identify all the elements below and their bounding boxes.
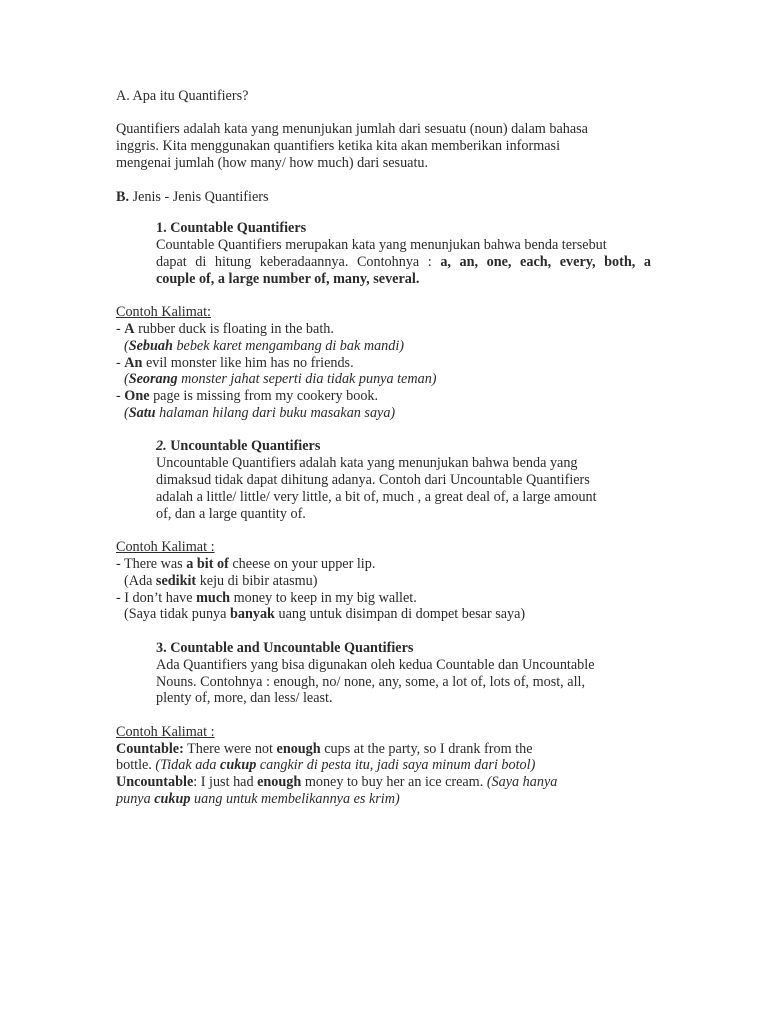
translation-text: (Saya tidak punya bbox=[124, 606, 230, 622]
countable-label: Countable: bbox=[116, 741, 184, 757]
translation-text: (Saya hanya bbox=[486, 774, 558, 790]
example-sentence bbox=[116, 355, 354, 372]
both-number: 3. bbox=[156, 640, 167, 656]
example-translation bbox=[124, 405, 395, 422]
countable-examples-inline: a, an, one, each, every, both, a bbox=[440, 254, 651, 270]
example-text: - There was bbox=[116, 556, 187, 572]
example-translation bbox=[124, 338, 404, 355]
translation-quantifier: cukup bbox=[220, 757, 257, 773]
both-para-line: Nouns. Contohnya : enough, no/ none, any, some, a lot of, lots of, most, all, bbox=[156, 674, 585, 690]
countable-examples-label: Contoh Kalimat: bbox=[116, 304, 211, 320]
example-dash: - bbox=[116, 321, 125, 337]
countable-para-line: Countable Quantifiers merupakan kata yang menunjukan bahwa benda tersebut bbox=[156, 237, 607, 253]
section-b-heading bbox=[116, 189, 269, 206]
uncountable-para-line: adalah a little/ little/ very little, a bit of, much , a great deal of, a large amount bbox=[156, 489, 597, 505]
section-a-para-line: Quantifiers adalah kata yang menunjukan jumlah dari sesuatu (noun) dalam bahasa bbox=[116, 121, 588, 137]
translation-text: uang untuk disimpan di dompet besar saya) bbox=[274, 606, 526, 622]
example-quantifier: much bbox=[196, 590, 231, 606]
translation-quantifier: cukup bbox=[154, 791, 191, 807]
countable-heading bbox=[156, 220, 306, 237]
uncountable-para-line: dimaksud tidak dapat dihitung adanya. Contoh dari Uncountable Quantifiers bbox=[156, 472, 590, 488]
example-text: bottle. bbox=[116, 757, 156, 773]
example-text: - I don’t have bbox=[116, 590, 197, 606]
uncountable-heading bbox=[156, 438, 320, 455]
translation-text: monster jahat seperti dia tidak punya teman) bbox=[177, 371, 437, 387]
example-quantifier: An bbox=[124, 355, 143, 371]
example-quantifier: enough bbox=[276, 741, 321, 757]
translation-quantifier: Seorang bbox=[128, 371, 178, 387]
example-translation bbox=[124, 606, 525, 623]
section-a-para-line: inggris. Kita menggunakan quantifiers ketika kita akan memberikan informasi bbox=[116, 138, 561, 154]
uncountable-number: 2. bbox=[156, 438, 167, 454]
example-translation bbox=[124, 573, 318, 590]
translation-quantifier: Sebuah bbox=[128, 338, 173, 354]
both-heading bbox=[156, 640, 413, 657]
section-a-para-line: mengenai jumlah (how many/ how much) dari sesuatu. bbox=[116, 155, 429, 171]
countable-title: Countable Quantifiers bbox=[170, 220, 307, 236]
example-quantifier: enough bbox=[257, 774, 302, 790]
translation-text: keju di bibir atasmu) bbox=[196, 573, 318, 589]
example-dash: - bbox=[116, 388, 125, 404]
example-text: evil monster like him has no friends. bbox=[142, 355, 354, 371]
both-examples-label: Contoh Kalimat : bbox=[116, 724, 215, 740]
both-para-line: plenty of, more, dan less/ least. bbox=[156, 690, 333, 706]
example-text: cups at the party, so I drank from the bbox=[320, 741, 533, 757]
countable-example-line bbox=[116, 741, 533, 758]
section-a-heading: A. Apa itu Quantifiers? bbox=[116, 88, 249, 104]
example-text: There were not bbox=[183, 741, 277, 757]
countable-para-text: dapat di hitung keberadaannya. Contohnya : bbox=[156, 254, 432, 270]
translation-text: punya bbox=[116, 791, 155, 807]
countable-para-line bbox=[156, 254, 651, 271]
uncountable-example-line bbox=[116, 774, 557, 791]
uncountable-label: Uncountable bbox=[116, 774, 194, 790]
example-dash: - bbox=[116, 355, 125, 371]
example-quantifier: A bbox=[124, 321, 135, 337]
translation-text: cangkir di pesta itu, jadi saya minum dari botol) bbox=[256, 757, 536, 773]
translation-paren: ( bbox=[124, 405, 129, 421]
translation-text: uang untuk membelikannya es krim) bbox=[190, 791, 400, 807]
example-text: cheese on your upper lip. bbox=[228, 556, 376, 572]
example-text: page is missing from my cookery book. bbox=[149, 388, 379, 404]
translation-text: bebek karet mengambang di bak mandi) bbox=[172, 338, 405, 354]
section-b-number: B. bbox=[116, 189, 130, 205]
translation-quantifier: sedikit bbox=[155, 573, 197, 589]
example-text: money to keep in my big wallet. bbox=[230, 590, 417, 606]
countable-example-line bbox=[116, 757, 535, 774]
translation-paren: ( bbox=[124, 371, 129, 387]
example-quantifier: One bbox=[124, 388, 150, 404]
example-text: rubber duck is floating in the bath. bbox=[134, 321, 334, 337]
translation-text: (Tidak ada bbox=[155, 757, 221, 773]
example-text: money to buy her an ice cream. bbox=[301, 774, 487, 790]
countable-number: 1. bbox=[156, 220, 167, 236]
example-text: : I just had bbox=[193, 774, 258, 790]
translation-quantifier: Satu bbox=[128, 405, 156, 421]
uncountable-examples-label: Contoh Kalimat : bbox=[116, 539, 215, 555]
example-sentence bbox=[116, 388, 378, 405]
uncountable-example-line bbox=[116, 791, 400, 808]
uncountable-para-line: of, dan a large quantity of. bbox=[156, 506, 306, 522]
both-para-line: Ada Quantifiers yang bisa digunakan oleh kedua Countable dan Uncountable bbox=[156, 657, 595, 673]
translation-paren: ( bbox=[124, 338, 129, 354]
both-title: Countable and Uncountable Quantifiers bbox=[170, 640, 414, 656]
translation-text: (Ada bbox=[124, 573, 156, 589]
countable-examples-inline: couple of, a large number of, many, several. bbox=[156, 271, 420, 287]
translation-quantifier: banyak bbox=[229, 606, 275, 622]
uncountable-title: Uncountable Quantifiers bbox=[170, 438, 321, 454]
uncountable-para-line: Uncountable Quantifiers adalah kata yang menunjukan bahwa benda yang bbox=[156, 455, 578, 471]
translation-text: halaman hilang dari buku masakan saya) bbox=[155, 405, 396, 421]
section-b-title: Jenis - Jenis Quantifiers bbox=[132, 189, 269, 205]
example-sentence bbox=[116, 556, 375, 573]
example-sentence bbox=[116, 590, 417, 607]
example-sentence bbox=[116, 321, 334, 338]
example-quantifier: a bit of bbox=[186, 556, 229, 572]
example-translation bbox=[124, 371, 437, 388]
